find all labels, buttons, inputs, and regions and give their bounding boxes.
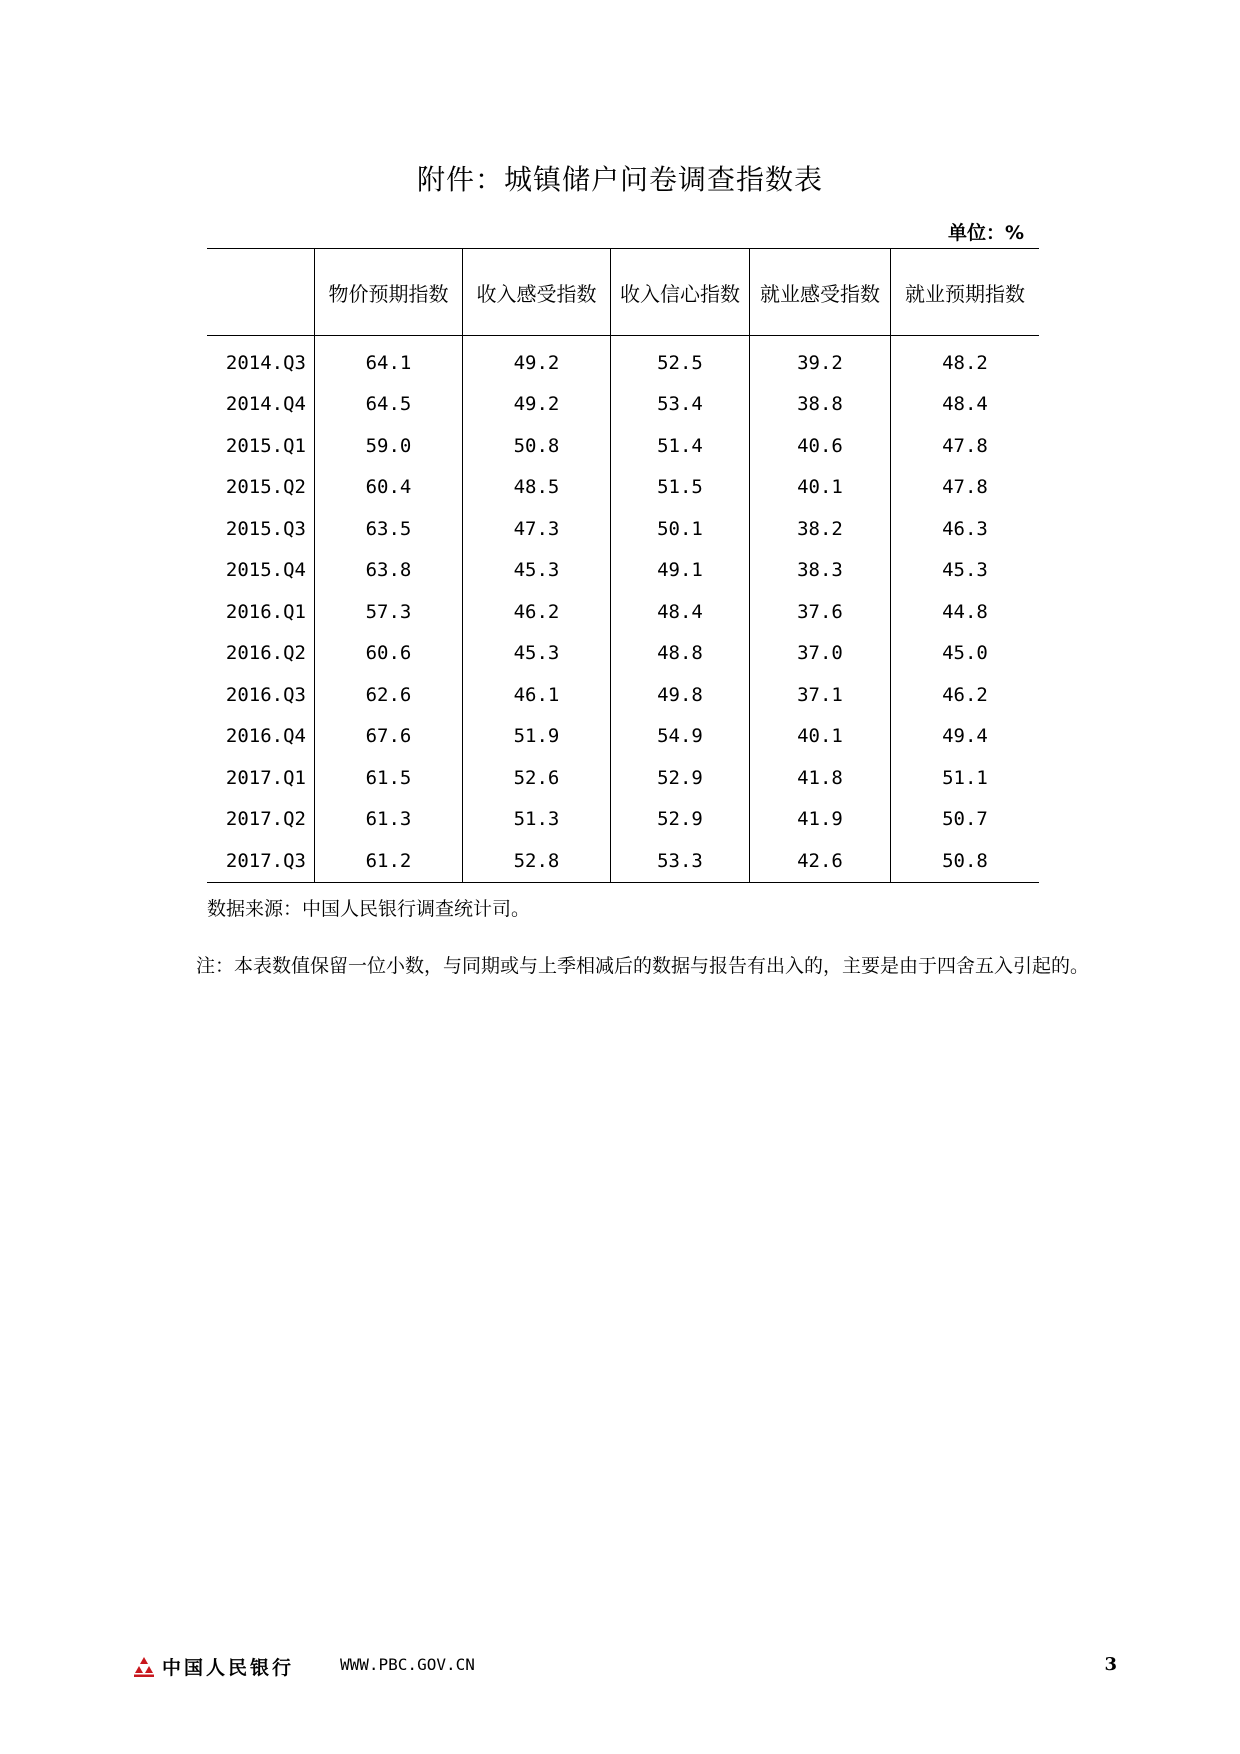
table-row	[207, 757, 1039, 799]
quarter-cell: 2016.Q4	[225, 725, 306, 748]
table-row	[207, 716, 1039, 758]
pbc-logo	[132, 1653, 294, 1680]
income-perception-cell: 50.8	[463, 425, 611, 467]
quarter-cell: 2015.Q1	[225, 434, 306, 457]
price-expectation-cell: 61.3	[315, 799, 463, 841]
employment-perception-cell: 40.6	[750, 425, 891, 467]
quarter-cell: 2015.Q2	[225, 476, 306, 499]
price-expectation-cell: 61.2	[315, 840, 463, 882]
quarter-cell: 2017.Q1	[225, 766, 306, 789]
income-confidence-cell: 52.5	[611, 336, 750, 384]
income-perception-cell: 49.2	[463, 336, 611, 384]
income-confidence-cell: 49.8	[611, 674, 750, 716]
income-perception-cell: 51.9	[463, 716, 611, 758]
employment-expectation-cell: 47.8	[891, 467, 1040, 509]
employment-expectation-cell: 48.2	[891, 336, 1040, 384]
employment-expectation-cell: 50.8	[891, 840, 1040, 882]
income-confidence-cell: 48.8	[611, 633, 750, 675]
employment-perception-cell: 41.9	[750, 799, 891, 841]
table-body	[207, 336, 1039, 883]
page-number: 3	[1104, 1654, 1117, 1675]
price-expectation-cell: 63.8	[315, 550, 463, 592]
income-perception-cell: 51.3	[463, 799, 611, 841]
index-table	[207, 248, 1039, 883]
employment-perception-cell: 37.0	[750, 633, 891, 675]
unit-label: 单位：%	[947, 222, 1024, 244]
table-row	[207, 336, 1039, 384]
price-expectation-cell: 61.5	[315, 757, 463, 799]
price-expectation-cell: 63.5	[315, 508, 463, 550]
table-row	[207, 508, 1039, 550]
employment-perception-cell: 37.1	[750, 674, 891, 716]
table-header-corner	[207, 249, 315, 336]
employment-perception-cell: 37.6	[750, 591, 891, 633]
employment-perception-cell: 41.8	[750, 757, 891, 799]
income-perception-cell: 45.3	[463, 633, 611, 675]
employment-expectation-cell: 45.3	[891, 550, 1040, 592]
table-row	[207, 425, 1039, 467]
quarter-cell: 2014.Q4	[225, 393, 306, 416]
employment-expectation-cell: 51.1	[891, 757, 1040, 799]
income-confidence-cell: 52.9	[611, 757, 750, 799]
quarter-cell: 2015.Q4	[225, 559, 306, 582]
employment-perception-cell: 40.1	[750, 716, 891, 758]
pbc-logo-icon	[132, 1656, 156, 1678]
employment-perception-cell: 38.8	[750, 384, 891, 426]
income-perception-cell: 48.5	[463, 467, 611, 509]
price-expectation-cell: 64.1	[315, 336, 463, 384]
page-title: 附件：城镇储户问卷调查指数表	[416, 163, 823, 196]
income-confidence-cell: 51.4	[611, 425, 750, 467]
table-row	[207, 799, 1039, 841]
footer-url[interactable]: WWW.PBC.GOV.CN	[340, 1655, 475, 1674]
price-expectation-cell: 60.6	[315, 633, 463, 675]
price-expectation-cell: 67.6	[315, 716, 463, 758]
income-confidence-cell: 52.9	[611, 799, 750, 841]
price-expectation-cell: 60.4	[315, 467, 463, 509]
income-confidence-cell: 48.4	[611, 591, 750, 633]
quarter-cell: 2016.Q1	[225, 600, 306, 623]
income-perception-cell: 47.3	[463, 508, 611, 550]
employment-expectation-cell: 45.0	[891, 633, 1040, 675]
price-expectation-cell: 62.6	[315, 674, 463, 716]
employment-expectation-cell: 48.4	[891, 384, 1040, 426]
employment-expectation-cell: 50.7	[891, 799, 1040, 841]
income-perception-cell: 46.2	[463, 591, 611, 633]
table-row	[207, 384, 1039, 426]
income-confidence-cell: 54.9	[611, 716, 750, 758]
table-header-row	[207, 249, 1039, 336]
employment-expectation-cell: 47.8	[891, 425, 1040, 467]
table-row	[207, 467, 1039, 509]
table-row	[207, 633, 1039, 675]
income-confidence-cell: 53.4	[611, 384, 750, 426]
income-perception-cell: 46.1	[463, 674, 611, 716]
income-perception-cell: 45.3	[463, 550, 611, 592]
quarter-cell: 2017.Q3	[207, 840, 315, 882]
income-confidence-cell: 53.3	[611, 840, 750, 882]
data-source: 数据来源：中国人民银行调查统计司。	[207, 898, 531, 920]
employment-perception-cell: 40.1	[750, 467, 891, 509]
price-expectation-cell: 59.0	[315, 425, 463, 467]
table-row	[207, 550, 1039, 592]
table-row	[207, 674, 1039, 716]
income-confidence-cell: 51.5	[611, 467, 750, 509]
table-header-price-expectation: 物价预期指数	[315, 249, 463, 336]
income-perception-cell: 49.2	[463, 384, 611, 426]
quarter-cell: 2016.Q3	[225, 683, 306, 706]
price-expectation-cell: 57.3	[315, 591, 463, 633]
footnote: 注：本表数值保留一位小数，与同期或与上季相减后的数据与报告有出入的，主要是由于四舍五入引起的。	[196, 955, 1090, 977]
employment-perception-cell: 39.2	[750, 336, 891, 384]
pbc-logo-text: 中国人民银行	[162, 1657, 295, 1679]
income-confidence-cell: 49.1	[611, 550, 750, 592]
quarter-cell: 2016.Q2	[225, 642, 306, 665]
table-row	[207, 840, 1039, 882]
employment-perception-cell: 38.3	[750, 550, 891, 592]
table-header-income-confidence: 收入信心指数	[611, 249, 750, 336]
employment-perception-cell: 38.2	[750, 508, 891, 550]
employment-expectation-cell: 46.2	[891, 674, 1040, 716]
quarter-cell: 2014.Q3	[225, 351, 306, 374]
income-perception-cell: 52.6	[463, 757, 611, 799]
quarter-cell: 2017.Q2	[225, 808, 306, 831]
income-perception-cell: 52.8	[463, 840, 611, 882]
table-row	[207, 591, 1039, 633]
employment-expectation-cell: 44.8	[891, 591, 1040, 633]
employment-expectation-cell: 46.3	[891, 508, 1040, 550]
table-header-income-perception: 收入感受指数	[463, 249, 611, 336]
income-confidence-cell: 50.1	[611, 508, 750, 550]
table-header-employment-expectation: 就业预期指数	[891, 249, 1040, 336]
table-header-employment-perception: 就业感受指数	[750, 249, 891, 336]
quarter-cell: 2015.Q3	[225, 517, 306, 540]
price-expectation-cell: 64.5	[315, 384, 463, 426]
employment-expectation-cell: 49.4	[891, 716, 1040, 758]
employment-perception-cell: 42.6	[750, 840, 891, 882]
